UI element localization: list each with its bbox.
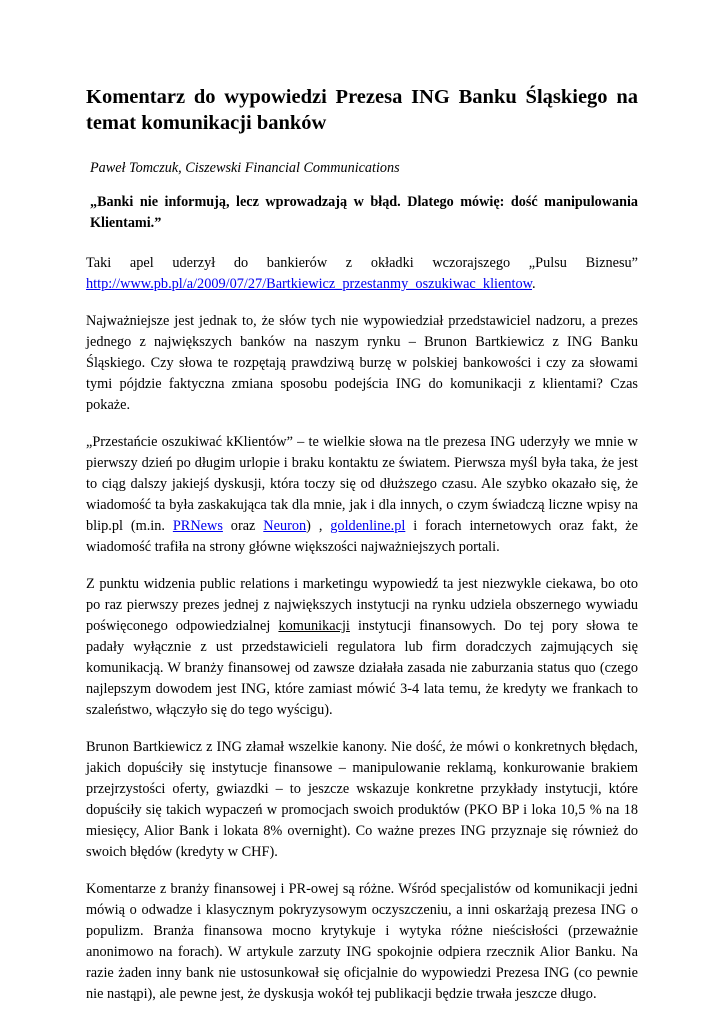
paragraph-6: Komentarze z branży finansowej i PR-owej są różne. Wśród specjalistów od komunikacji jedni mówią o odwadze i klasycznym pokryzysowym oczyszczeniu, a inni oskarżają prezesa ING o populizm. Branża finansowa mocno krytykuje i wytyka różne nieścisłości (przeważnie anonimowo na forach). W artykule zarzuty ING spokojnie odpiera rzecznik Alior Banku. Na razie żaden inny bank nie ustosunkował się oficjalnie do wypowiedzi Prezesa ING (co pewnie nie nastąpi), ale pewne jest, że dyskusja wokół tej publikacji będzie trwała jeszcze długo. <box>86 881 638 1002</box>
paragraph-2: Najważniejsze jest jednak to, że słów tych nie wypowiedział przedstawiciel nadzoru, a prezes jednego z największych banków na naszym rynku – Brunon Bartkiewicz z ING Banku Śląskiego. Czy słowa te rozpętają prawdziwą burzę w polskiej bankowości i czy za słowami tymi pójdzie faktyczna zmiana sposobu podejścia ING do komunikacji z klientami? Czas pokaże. <box>86 313 638 413</box>
neuron-link[interactable]: Neuron <box>263 518 307 534</box>
goldenline-link[interactable]: goldenline.pl <box>330 518 406 534</box>
pb-article-link[interactable]: http://www.pb.pl/a/2009/07/27/Bartkiewicz_przestanmy_oszukiwac_klientow <box>86 276 533 292</box>
paragraph-1 <box>86 253 638 295</box>
paragraph-3-text-1: „Przestańcie oszukiwać kKlientów” – te wielkie słowa na tle prezesa ING uderzyły we mnie w pierwszy dzień po długim urlopie i braku kontaktu ze światem. Pierwsza myśl była taka, że jest to ciąg dalszy jakiejś dyskusji, która toczy się od dłuższego czasu. Ale szybko okazało się, że wiadomość ta była zaskakująca tak dla mnie, jak i dla innych, o czym świadczą liczne wpisy na blip.pl (m.in. <box>86 434 638 534</box>
paragraph-4-text-1: Z punktu widzenia public relations i marketingu wypowiedź ta jest niezwykle ciekawa, bo oto po raz pierwszy prezes jednej z największych instytucji na rynku udziela obszernego wywiadu poświęconego odpowiedzialnej <box>86 576 638 634</box>
paragraph-1-end: . <box>532 276 536 292</box>
paragraph-3-text-4: i forach internetowych oraz fakt, że wiadomość trafiła na strony główne większości najważniejszych portali. <box>86 518 638 555</box>
paragraph-3-text-3: ) , <box>306 518 331 534</box>
paragraph-1-text: Taki apel uderzył do bankierów z okładki wczorajszego „Pulsu Biznesu” <box>86 255 638 271</box>
lead-quote: „Banki nie informują, lecz wprowadzają w błąd. Dlatego mówię: dość manipulowania Klientami.” <box>90 194 638 231</box>
paragraph-3-text-2: oraz <box>222 518 264 534</box>
paragraph-4 <box>86 574 638 721</box>
paragraph-5: Brunon Bartkiewicz z ING złamał wszelkie kanony. Nie dość, że mówi o konkretnych błędach, jakich dopuściły się instytucje finansowe – manipulowanie reklamą, konkurowanie brakiem przejrzystości oferty, gwiazdki – to jeszcze wskazuje konkretne przykłady instytucji, które dopuściły się takich wypaczeń w promocjach swoich produktów (PKO BP i loka 10,5 % na 18 miesięcy, Alior Bank i lokata 8% overnight). Co ważne prezes ING przyznaje się również do swoich błędów (kredyty w CHF). <box>86 739 638 860</box>
document-title: Komentarz do wypowiedzi Prezesa ING Banku Śląskiego na temat komunikacji banków <box>86 86 638 134</box>
author-line: Paweł Tomczuk, Ciszewski Financial Communications <box>90 160 400 176</box>
paragraph-4-text-2: instytucji finansowych. Do tej pory słowa te padały wyłącznie z ust przedstawicieli regulatora lub firm doradczych zajmujących się komunikacją. W branży finansowej od zawsze działała zasada nie zaburzania status quo (czego najlepszym dowodem jest ING, które zamiast mówić 3-4 lata temu, że kredyty we frankach to szaleństwo, włączyło się do tego wyścigu). <box>86 618 638 718</box>
paragraph-3 <box>86 432 638 558</box>
prnews-link[interactable]: PRNews <box>172 518 223 534</box>
underlined-word: komunikacji <box>278 618 350 634</box>
